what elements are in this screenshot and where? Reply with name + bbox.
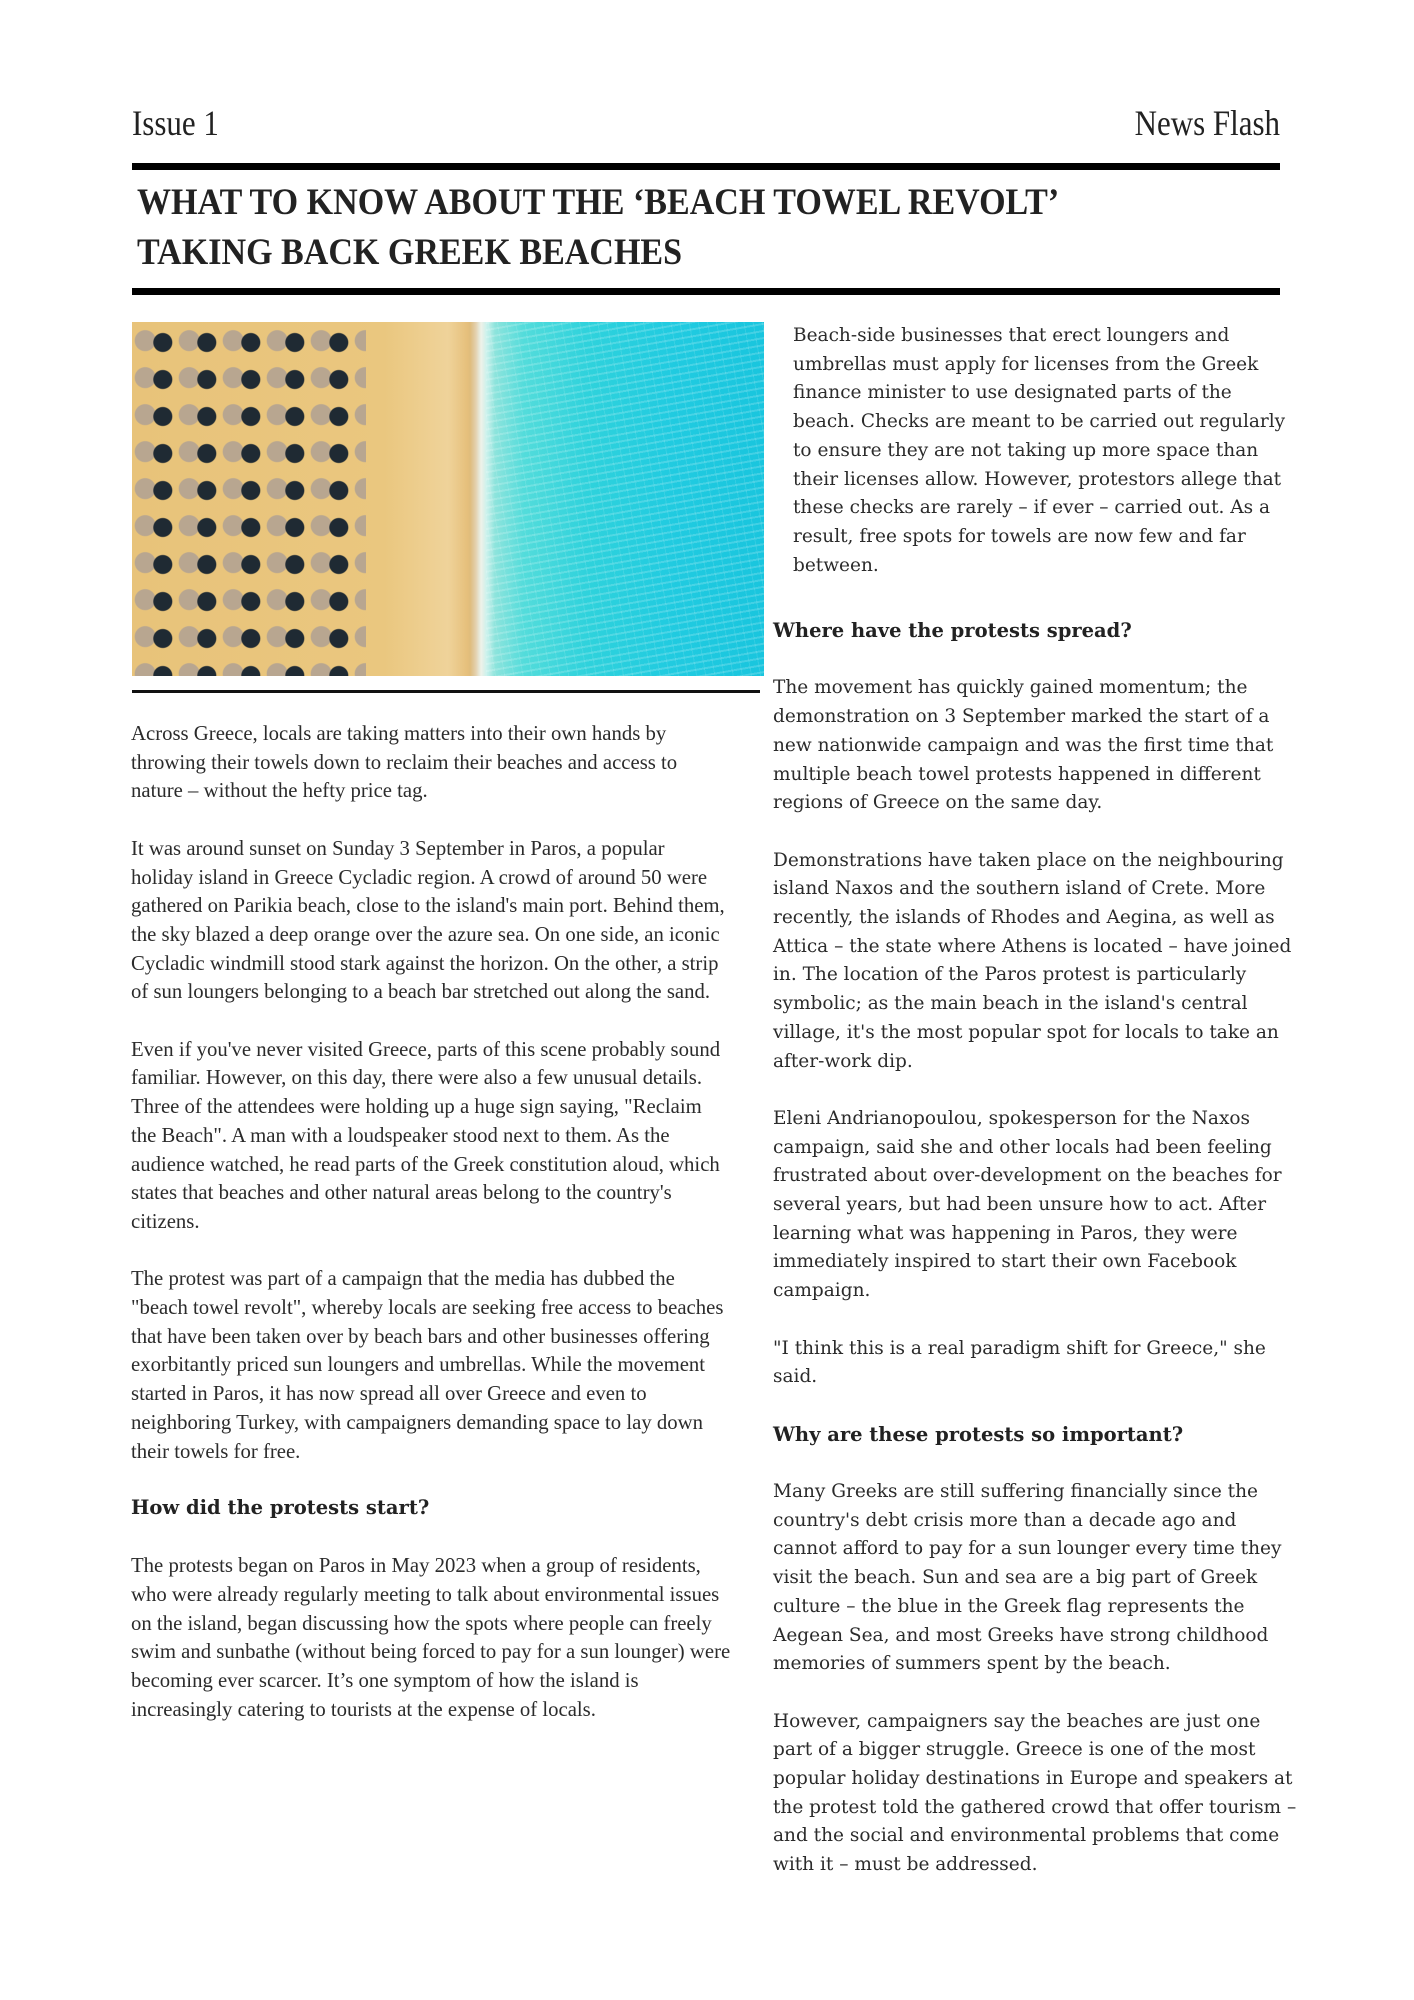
paragraph-paros-sunset: It was around sunset on Sunday 3 September in Paros, a popular holiday island in Greece Cycladic region. A crowd of around 50 were gathered on Parikia beach, close to the island's main port. Behind them, the sky blazed a deep orange over the azure sea. On one side, an iconic Cycladic windmill stood stark against the horizon. On the other, a strip of sun loungers belonging to a beach bar stretched out along the sand.: [131, 835, 725, 1004]
section-label: News Flash: [1134, 103, 1280, 143]
headline-line-1: WHAT TO KNOW ABOUT THE ‘BEACH TOWEL REVOLT’: [137, 182, 1060, 223]
headline-line-2: TAKING BACK GREEK BEACHES: [137, 232, 683, 273]
umbrella-rows: [132, 322, 366, 676]
paragraph-eleni-quote-intro: Eleni Andrianopoulou, spokesperson for the Naxos campaign, said she and other locals had been feeling frustrated about over-development on the beaches for several years, but had been unsure how to act. After learning what was happening in Paros, they were immediately inspired to start their own Facebook campaign.: [773, 1107, 1282, 1302]
issue-number: Issue 1: [132, 103, 219, 143]
subheading-why-important: Why are these protests so important?: [773, 1422, 1184, 1446]
right-column-top: [793, 322, 1293, 580]
paragraph-financial-suffering: Many Greeks are still suffering financially since the country's debt crisis more than a decade ago and cannot afford to pay for a sun lounger every time they visit the beach. Sun and sea are a big part of Greek culture – the blue in the Greek flag represents the Aegean Sea, and most Greeks have strong childhood memories of summers spent by the beach.: [773, 1481, 1282, 1675]
paragraph-intro: Across Greece, locals are taking matters into their own hands by throwing their towels down to reclaim their beaches and access to nature – without the hefty price tag.: [131, 721, 678, 803]
masthead-bar: [132, 98, 1280, 148]
paragraph-unusual-details: Even if you've never visited Greece, parts of this scene probably sound familiar. However, on this day, there were also a few unusual details. Three of the attendees were holding up a huge sign saying, "Reclaim the Beach". A man with a loudspeaker stood next to them. As the audience watched, he read parts of the Greek constitution aloud, which states that beaches and other natural areas belong to the country's citizens.: [131, 1036, 721, 1233]
paragraph-demonstrations: Demonstrations have taken place on the neighbouring island Naxos and the southern island of Crete. More recently, the islands of Rhodes and Aegina, as well as Attica – the state where Athens is located – have joined in. The location of the Paros protest is particularly symbolic; as the main beach in the island's central village, it's the most popular spot for locals to take an after-work dip.: [773, 849, 1292, 1072]
photo-divider-rule: [132, 690, 760, 693]
paragraph-protests-began: The protests began on Paros in May 2023 when a group of residents, who were already regularly meeting to talk about environmental issues on the island, began discussing how the spots where people can freely swim and sunbathe (without being forced to pay for a sun lounger) were becoming ever scarcer. It’s one symptom of how the island is increasingly catering to tourists at the expense of locals.: [131, 1553, 731, 1721]
subheading-how-did-protests-start: How did the protests start?: [131, 1495, 430, 1519]
right-column: [773, 617, 1303, 1909]
paragraph-paradigm-shift-quote: "I think this is a real paradigm shift for Greece," she said.: [773, 1337, 1266, 1388]
left-column: [131, 719, 731, 1752]
beach-aerial-photo: [132, 322, 764, 676]
subheading-where-protests-spread: Where have the protests spread?: [773, 619, 1132, 642]
headline-top-rule: [132, 163, 1280, 170]
article-headline: [137, 178, 1186, 278]
paragraph-licenses: Beach-side businesses that erect loungers and umbrellas must apply for licenses from the Greek finance minister to use designated parts of the beach. Checks are meant to be carried out regularly to ensure they are not taking up more space than their licenses allow. However, protestors allege that these checks are rarely – if ever – carried out. As a result, free spots for towels are now few and far between.: [793, 325, 1286, 576]
paragraph-beach-towel-revolt: The protest was part of a campaign that the media has dubbed the "beach towel revolt", whereby locals are seeking free access to beaches that have been taken over by beach bars and other businesses offering exorbitantly priced sun loungers and umbrellas. While the movement started in Paros, it has now spread all over Greece and even to neighboring Turkey, with campaigners demanding space to lay down their towels for free.: [131, 1266, 724, 1463]
paragraph-momentum: The movement has quickly gained momentum; the demonstration on 3 September marked the start of a new nationwide campaign and was the first time that multiple beach towel protests happened in different regions of Greece on the same day.: [773, 677, 1274, 814]
headline-bottom-rule: [132, 288, 1280, 295]
paragraph-bigger-struggle: However, campaigners say the beaches are just one part of a bigger struggle. Greece is one of the most popular holiday destinations in Europe and speakers at the protest told the gathered crowd that offer tourism – and the social and environmental problems that come with it – must be addressed.: [773, 1710, 1297, 1876]
sea-water: [486, 322, 764, 676]
